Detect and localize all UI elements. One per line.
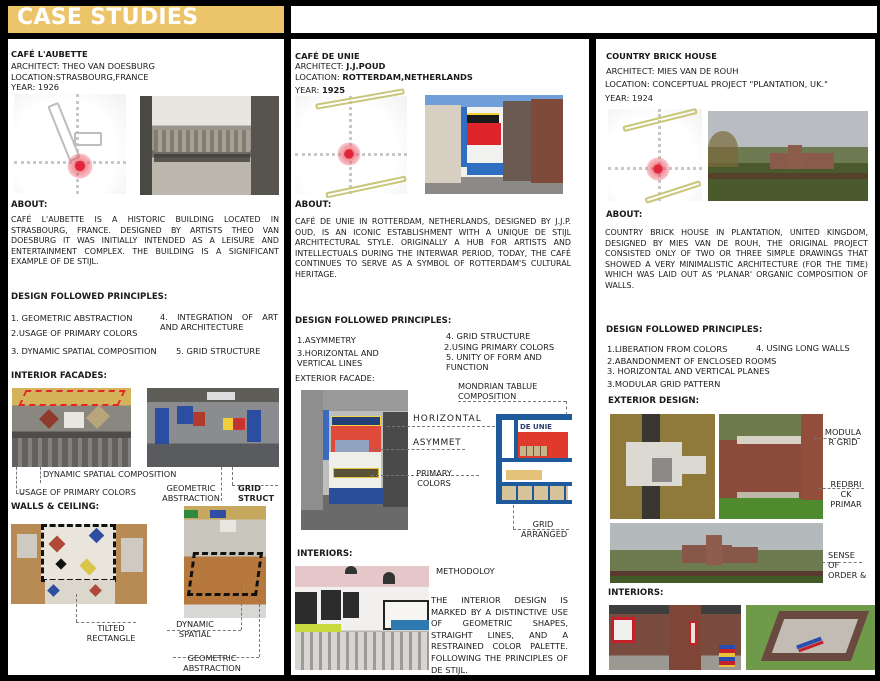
facade-diagram — [496, 414, 572, 504]
cafe-interior-photo — [295, 566, 429, 670]
principle-item: 5. GRID STRUCTURE — [176, 346, 261, 356]
principle-item: 2.USING PRIMARY COLORS — [444, 342, 555, 352]
principles-heading: DESIGN FOLLOWED PRINCIPLES: — [295, 316, 452, 326]
interior-floor-photo — [184, 506, 266, 618]
study-name: CAFÉ L'AUBETTE — [11, 49, 88, 59]
principle-item: 4. GRID STRUCTURE — [446, 331, 531, 341]
annotation-label: ASYMMET — [413, 438, 462, 448]
about-text: COUNTRY BRICK HOUSE IN PLANTATION, UNITED KINGDOM, DESIGNED BY MIES VAN DE ROUH, THE ORIGINAL PROJECT CONSISTED ONLY OF TWO OR THREE SIMPLE DRAWINGS THAT SHOWED A VERY MINIMALISTIC ARCHITECTURE (FOR THE TIME) WHICH WAS LAID OUT AS 'PLANAR' ORGANIC COMPOSITION OF WALLS. — [605, 228, 868, 290]
principle-item: 3.MODULAR GRID PATTERN — [607, 379, 721, 389]
interior-hall-photo — [12, 388, 131, 467]
exterior-facade-heading: EXTERIOR FACADE: — [295, 373, 375, 383]
bw-facade-photo — [301, 390, 408, 530]
principle-item: 4. INTEGRATION OF ART AND ARCHITECTURE — [160, 312, 278, 332]
page-title: CASE STUDIES — [17, 5, 199, 30]
cutaway-axonometric-render — [746, 605, 875, 670]
principles-heading: DESIGN FOLLOWED PRINCIPLES: — [11, 292, 168, 302]
study-architect: ARCHITECT: MIES VAN DE ROUH — [606, 66, 739, 76]
annotation-label: HORIZONTAL — [413, 414, 482, 424]
case-study-aubette — [8, 39, 284, 675]
study-name: COUNTRY BRICK HOUSE — [606, 51, 717, 61]
annotation-label: GRID STRUCT — [238, 483, 275, 503]
site-map-image — [14, 94, 126, 194]
title-bar — [8, 6, 284, 33]
site-map-image — [608, 109, 702, 201]
about-heading: ABOUT: — [606, 210, 643, 220]
about-heading: ABOUT: — [295, 200, 332, 210]
interiors-heading: INTERIORS: — [608, 588, 664, 598]
interior-room-photo — [147, 388, 279, 467]
principle-item: 1.ASYMMETRY — [297, 335, 356, 345]
annotation-label: DYNAMIC SPATIAL — [176, 619, 214, 639]
roof-plan-render — [610, 414, 715, 519]
brick-wall-render — [719, 414, 823, 519]
annotation-label: USAGE OF PRIMARY COLORS — [19, 487, 136, 497]
about-text: CAFÉ DE UNIE IN ROTTERDAM, NETHERLANDS, DESIGNED BY J.J.P. OUD, IS AN ICONIC ESTABLISHMENT WITH A UNIQUE DE STIJL ARCHITECTURAL STYLE. ORIGINALLY A HUB FOR ARTISTS AND INTELLECTUALS DURING THE INTERWAR PERIOD, TODAY, THE CAFÉ CONTINUES TO SERVE AS A SYMBOL OF ROTTERDAM'S CULTURAL HERITAGE. — [295, 217, 571, 279]
study-location: LOCATION: ROTTERDAM,NETHERLANDS — [295, 72, 473, 82]
header-blank-strip — [291, 6, 877, 33]
interiors-heading: INTERIORS: — [297, 549, 353, 559]
methodology-text: THE INTERIOR DESIGN IS MARKED BY A DISTINCTIVE USE OF GEOMETRIC SHAPES, STRAIGHT LINES, AND A RESTRAINED COLOR PALETTE. FOLLOWING THE PRINCIPLES OF DE STIJL. — [431, 595, 568, 675]
floor-tile-plan-image — [11, 524, 147, 604]
principle-item: 1.LIBERATION FROM COLORS — [607, 344, 728, 354]
study-name: CAFÉ DE UNIE — [295, 51, 360, 61]
study-year: YEAR: 1924 — [605, 93, 654, 103]
annotation-label: GEOMETRIC ABSTRACTION — [162, 483, 220, 503]
annotation-label: MODULA R GRID — [824, 427, 862, 447]
study-year: YEAR: 1925 — [295, 85, 346, 95]
case-study-brick-house — [596, 39, 875, 675]
location-pin-icon — [646, 157, 670, 181]
interior-facades-heading: INTERIOR FACADES: — [11, 371, 107, 381]
principle-item: 5. UNITY OF FORM AND FUNCTION — [446, 352, 542, 373]
annotation-label: REDBRI CK PRIMAR — [830, 479, 862, 509]
about-text: CAFÉ L'AUBETTE IS A HISTORIC BUILDING LOCATED IN STRASBOURG, FRANCE. DESIGNED BY ARTISTS THEO VAN DOESBURG IT WAS INITIALLY INTENDED AS A LEISURE AND ENTERTAINMENT COMPLEX. THE BUILDING IS A SIGNIFICANT EXAMPLE OF DE STIJL. — [11, 215, 279, 267]
annotation-label: SENSE OF ORDER & — [828, 550, 867, 580]
about-heading: ABOUT: — [11, 200, 48, 210]
street-facade-photo — [425, 95, 563, 194]
annotation-label: PRIMARY COLORS — [416, 468, 452, 488]
methodology-label: METHODOLOY — [436, 566, 495, 576]
walls-ceiling-heading: WALLS & CEILING: — [11, 502, 100, 512]
annotation-label: MONDRIAN TABLUE COMPOSITION — [458, 381, 538, 401]
principle-item: 3.HORIZONTAL AND VERTICAL LINES — [297, 348, 379, 369]
location-pin-icon — [67, 153, 93, 179]
annotation-label: GEOMETRIC ABSTRACTION — [183, 653, 241, 673]
principle-item: 4. USING LONG WALLS — [756, 343, 850, 353]
principle-item: 3. DYNAMIC SPATIAL COMPOSITION — [11, 346, 157, 356]
principle-item: 1. GEOMETRIC ABSTRACTION — [11, 313, 133, 323]
principles-heading: DESIGN FOLLOWED PRINCIPLES: — [606, 325, 763, 335]
site-map-image — [295, 96, 407, 194]
study-location: LOCATION:STRASBOURG,FRANCE — [11, 72, 149, 82]
study-architect: ARCHITECT: J.J.POUD — [295, 61, 386, 71]
study-location: LOCATION: CONCEPTUAL PROJECT "PLANTATION, UK." — [605, 79, 828, 89]
study-architect: ARCHITECT: THEO VAN DOESBURG — [11, 61, 155, 71]
principle-item: 2.ABANDONMENT OF ENCLOSED ROOMS — [607, 356, 777, 366]
principle-item: 2.USAGE OF PRIMARY COLORS — [11, 328, 138, 338]
annotation-label: TILTED RECTANGLE — [86, 623, 136, 643]
interior-render — [609, 605, 741, 670]
landscape-render — [708, 111, 868, 201]
elevation-render — [610, 523, 823, 583]
location-pin-icon — [337, 142, 361, 166]
exterior-design-heading: EXTERIOR DESIGN: — [608, 396, 700, 406]
historic-square-photo — [140, 96, 279, 195]
facade-sign: DE UNIE — [520, 422, 568, 432]
principle-item: 3. HORIZONTAL AND VERTICAL PLANES — [607, 366, 770, 376]
study-year: YEAR: 1926 — [11, 82, 60, 92]
annotation-label: DYNAMIC SPATIAL COMPOSITION — [43, 469, 177, 479]
annotation-label: GRID ARRANGED — [521, 519, 568, 539]
case-study-de-unie — [291, 39, 589, 675]
